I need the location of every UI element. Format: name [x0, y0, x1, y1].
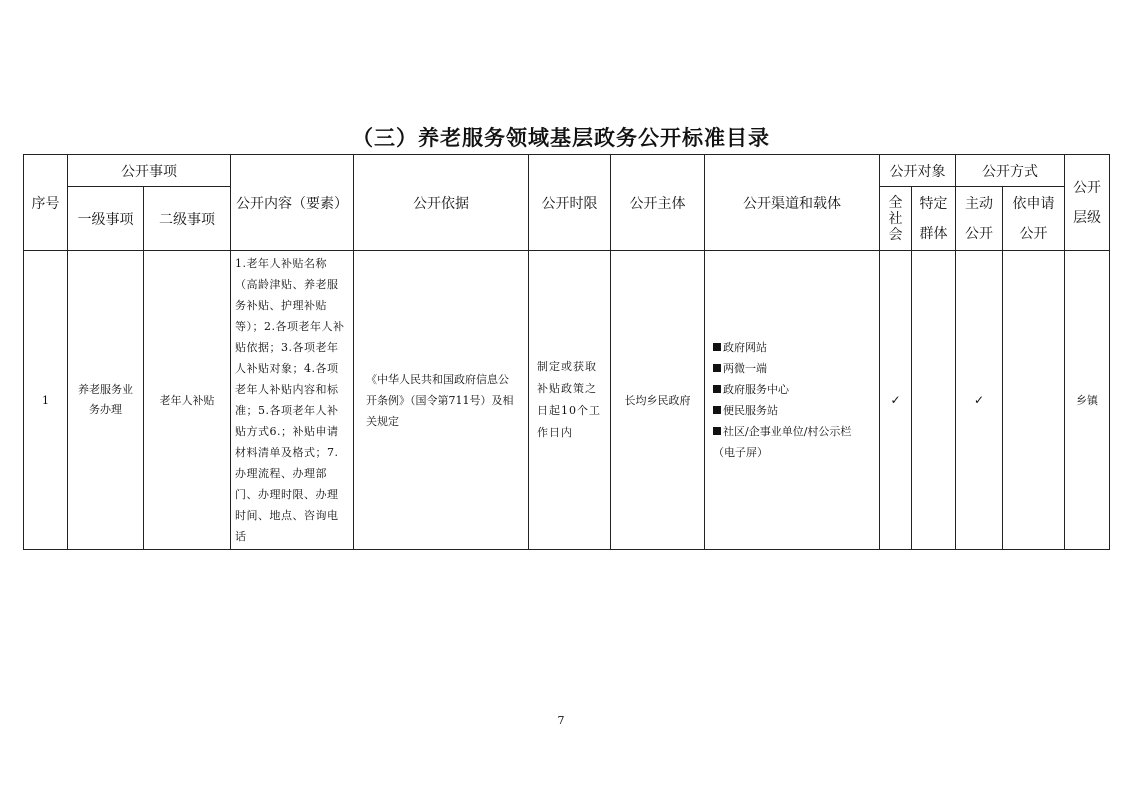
channel-item: 便民服务站 — [713, 400, 871, 421]
cell-channels — [705, 251, 880, 550]
square-bullet-icon — [713, 406, 721, 414]
header-audience: 公开对象 — [880, 155, 956, 187]
square-bullet-icon — [713, 343, 721, 351]
cell-method-request — [1003, 251, 1065, 550]
channel-item: 两微一端 — [713, 358, 871, 379]
header-method-request: 依申请 公开 — [1003, 187, 1065, 251]
channel-item: 政府服务中心 — [713, 379, 871, 400]
header-audience-all: 全 社 会 — [880, 187, 912, 251]
cell-method-active-check: ✓ — [956, 251, 1003, 550]
cell-subject: 长均乡民政府 — [611, 251, 705, 550]
header-method: 公开方式 — [956, 155, 1065, 187]
header-seq: 序号 — [24, 155, 68, 251]
page-number: 7 — [557, 714, 565, 727]
header-basis: 公开依据 — [354, 155, 529, 251]
channel-item: 政府网站 — [713, 337, 871, 358]
header-time-limit: 公开时限 — [529, 155, 611, 251]
header-method-active: 主动 公开 — [956, 187, 1003, 251]
header-level2: 二级事项 — [144, 187, 231, 251]
header-matters: 公开事项 — [68, 155, 231, 187]
table-row — [24, 251, 1110, 550]
cell-basis: 《中华人民共和国政府信息公开条例》（国令第711号）及相关规定 — [354, 251, 529, 550]
cell-audience-specific — [912, 251, 956, 550]
cell-audience-all-check: ✓ — [880, 251, 912, 550]
header-channels: 公开渠道和载体 — [705, 155, 880, 251]
square-bullet-icon — [713, 385, 721, 393]
header-content: 公开内容（要素） — [231, 155, 354, 251]
cell-level2: 老年人补贴 — [144, 251, 231, 550]
channel-item: 社区/企事业单位/村公示栏（电子屏） — [713, 425, 852, 459]
square-bullet-icon — [713, 427, 721, 435]
cell-seq: 1 — [24, 251, 68, 550]
square-bullet-icon — [713, 364, 721, 372]
header-subject: 公开主体 — [611, 155, 705, 251]
header-level1: 一级事项 — [68, 187, 144, 251]
header-level: 公开 层级 — [1065, 155, 1110, 251]
cell-level1: 养老服务业 务办理 — [68, 251, 144, 550]
cell-content: 1.老年人补贴名称（高龄津贴、养老服务补贴、护理补贴等）；2.各项老年人补贴依据；3.各项老年人补贴对象；4.各项老年人补贴内容和标准；5.各项老年人补贴方式6.；补贴申请材料清单及格式；7.办理流程、办理部门、办理时限、办理时间、地点、咨询电话 — [231, 251, 354, 550]
page-title: （三）养老服务领域基层政务公开标准目录 — [352, 125, 770, 150]
cell-level: 乡镇 — [1065, 251, 1110, 550]
header-audience-specific: 特定 群体 — [912, 187, 956, 251]
cell-time-limit: 制定或获取补贴政策之日起10个工作日内 — [529, 251, 611, 550]
catalog-table — [23, 154, 1110, 550]
